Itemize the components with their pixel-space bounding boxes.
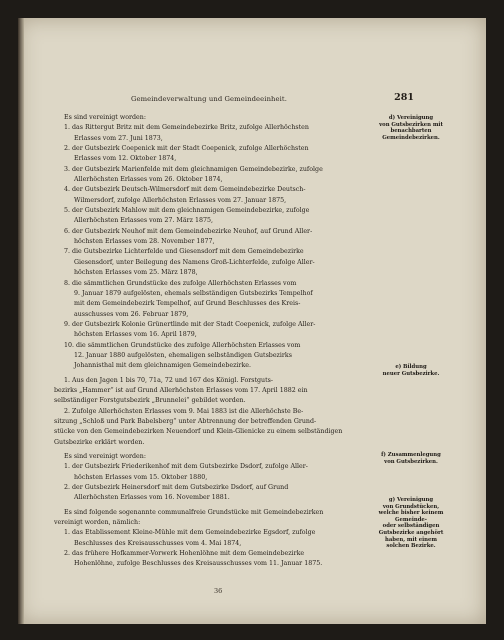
text-line: 1. der Gutsbezirk Friederikenhof mit dem Gutsbezirke Dsdorf, zufolge Aller- (64, 463, 308, 471)
text-line: Giesensdorf, unter Beilegung des Namens Groß-Lichterfelde, zufolge Aller- (74, 258, 315, 266)
margin-note-f (356, 452, 466, 465)
page-number: 281 (394, 92, 414, 103)
section-communalfreie-grundstuecke (54, 508, 350, 570)
text-line: Beschlusses des Kreisausschusses vom 4. Mai 1874, (74, 539, 242, 547)
margin-note-line: oder selbständigen (382, 523, 440, 530)
text-line: höchsten Erlasses vom 16. April 1879, (74, 331, 197, 339)
margin-note-line: e) Bildung (395, 364, 427, 370)
text-line: Allerhöchsten Erlasses vom 26. Oktober 1874, (74, 176, 223, 184)
margin-note-line: Gutsbezirke angehört (378, 529, 444, 536)
text-line: bezirks „Hammer“ ist auf Grund Allerhöchsten Erlasses vom 17. April 1882 ein (54, 386, 308, 394)
margin-note-line: d) Vereinigung (388, 115, 434, 121)
text-line: ausschusses vom 26. Februar 1879, (74, 310, 189, 318)
margin-note-line: Gemeinde- (394, 516, 427, 523)
margin-note-line: von Gutsbezirken mit (379, 121, 443, 128)
text-line: Gutsbezirke erklärt worden. (54, 438, 145, 446)
text-line: Allerhöchsten Erlasses vom 16. November 1881. (74, 494, 230, 502)
text-line: Wilmersdorf, zufolge Allerhöchsten Erlasses vom 27. Januar 1875, (74, 196, 287, 204)
text-line: Erlasses vom 12. Oktober 1874, (74, 155, 177, 163)
text-line: mit dem Gemeindebezirk Tempelhof, auf Grund Beschlusses des Kreis- (74, 300, 301, 308)
margin-note-line: von Grundstücken, (382, 503, 440, 510)
text-line: vereinigt worden, nämlich: (54, 519, 141, 527)
text-line: 9. der Gutsbezirk Kolonie Grünertlinde mit der Stadt Coepenick, zufolge Aller- (64, 320, 316, 328)
text-line: Johannisthal mit dem gleichnamigen Gemeindebezirke. (74, 362, 251, 370)
text-line: 1. das Etablissement Kleine-Mühle mit dem Gemeindebezirke Egsdorf, zufolge (64, 529, 316, 537)
text-line: höchsten Erlasses vom 25. März 1878, (74, 269, 198, 277)
text-line: selbständiger Forstgutsbezirk „Brunnelei“ gebildet worden. (54, 397, 246, 405)
section-vereinigung-gutsbezirke (54, 113, 350, 372)
printer-signature: 36 (214, 587, 223, 595)
text-line: 10. die sämmtlichen Grundstücke des zufolge Allerhöchsten Erlasses vom (64, 341, 301, 349)
margin-note-line: welche bisher keinem (378, 510, 444, 517)
text-line: 2. der Gutsbezirk Heinersdorf mit dem Gutsbezirke Dsdorf, auf Grund (64, 484, 289, 492)
text-line: 3. der Gutsbezirk Marienfelde mit dem gleichnamigen Gemeindebezirke, zufolge (64, 165, 323, 173)
text-line: Erlasses vom 27. Juni 1873, (74, 134, 163, 142)
text-line: sitzung „Schloß und Park Babelsberg“ unter Abtrennung der betreffenden Grund- (54, 417, 317, 425)
text-line: 9. Januar 1879 aufgelösten, ehemals selbständigen Gutsbezirks Tempelhof (74, 289, 313, 297)
page-gutter (18, 18, 24, 624)
section-bildung-gutsbezirke (54, 376, 350, 448)
text-line: Allerhöchsten Erlasses vom 27. März 1875, (74, 217, 213, 225)
text-line: höchsten Erlasses vom 28. November 1877, (74, 238, 215, 246)
text-line: 1. das Rittergut Britz mit dem Gemeindebezirke Britz, zufolge Allerhöchsten (64, 124, 309, 132)
text-line: 1. Aus den Jagen 1 bis 70, 71a, 72 und 167 des Königl. Forstguts- (64, 376, 273, 384)
margin-note-line: g) Vereinigung (388, 497, 434, 503)
text-line: 5. der Gutsbezirk Mahlow mit dem gleichnamigen Gemeindebezirke, zufolge (64, 207, 310, 215)
page-header (64, 92, 414, 109)
text-line: 6. der Gutsbezirk Neuhof mit dem Gemeindebezirke Neuhof, auf Grund Aller- (64, 227, 313, 235)
margin-note-e (356, 364, 466, 377)
text-line: stücke von den Gemeindebezirken Neuendorf und Klein-Glienicke zu einem selbständigen (54, 428, 343, 436)
running-head: Gemeindeverwaltung und Gemeindeeinheit. (130, 95, 288, 103)
text-line: höchsten Erlasses vom 15. Oktober 1880, (74, 473, 208, 481)
body-text (54, 113, 350, 570)
text-line: Es sind vereinigt worden: (64, 114, 146, 121)
text-line: 2. der Gutsbezirk Coepenick mit der Stadt Coepenick, zufolge Allerhöchsten (64, 145, 309, 153)
margin-note-line: neuer Gutsbezirke. (382, 370, 440, 377)
text-line: 8. die sämmtlichen Grundstücke des zufolge Allerhöchsten Erlasses vom (64, 279, 297, 287)
text-line: Hohenlöhne, zufolge Beschlusses des Kreisausschusses vom 11. Januar 1875. (74, 560, 323, 568)
margin-note-line: von Gutsbezirken. (384, 458, 438, 465)
margin-note-line: Gemeindebezirken. (382, 134, 440, 141)
margin-note-line: f) Zusammenlegung (381, 452, 441, 458)
text-line: 2. das frühere Hofkammer-Vorwerk Hohenlöhne mit dem Gemeindebezirke (64, 550, 305, 558)
margin-note-line: benachbarten (390, 128, 432, 135)
margin-note-d (356, 115, 466, 141)
text-line: Es sind vereinigt worden: (64, 453, 146, 460)
text-line: 2. Zufolge Allerhöchsten Erlasses vom 9. Mai 1883 ist die Allerhöchste Be- (64, 407, 304, 415)
margin-note-line: haben, mit einem (384, 536, 437, 543)
margin-note-g (356, 497, 466, 550)
text-line: 12. Januar 1880 aufgelösten, ehemaligen selbständigen Gutsbezirks (74, 351, 292, 359)
text-line: 7. die Gutsbezirke Lichterfelde und Giesensdorf mit dem Gemeindebezirke (64, 248, 304, 256)
section-zusammenlegung (54, 452, 350, 504)
book-page (18, 18, 486, 624)
margin-note-line: solchen Bezirke. (386, 543, 436, 550)
text-line: 4. der Gutsbezirk Deutsch-Wilmersdorf mit dem Gemeindebezirke Deutsch- (64, 186, 306, 194)
text-line: Es sind folgende sogenannte communalfreie Grundstücke mit Gemeindebezirken (64, 508, 324, 516)
